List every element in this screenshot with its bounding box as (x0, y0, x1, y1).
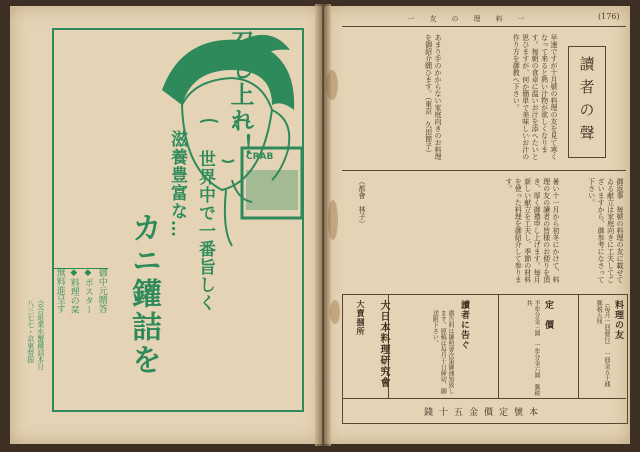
ad-product-name: カニ鑵詰を (126, 212, 161, 377)
paper-stain (328, 200, 338, 240)
box-heading: 定 價 (543, 300, 553, 330)
ad-side-item: ◆料理の栞 (68, 268, 79, 314)
header-rule (342, 26, 626, 27)
box-heading: 讀者に告ぐ (459, 300, 469, 350)
letter-text: 暑い十一月から初冬にかけて、料理の友の讀者の皆様のお便りを頂き、厚く御禮申し上げます。毎月新しい献立を工夫し、季節の材料を使った料理を御紹介して参ります。 (504, 178, 560, 283)
ad-side-item: ◆ポスター (82, 268, 93, 314)
box-divider (498, 294, 499, 398)
distributor-heading: 大賣捌所 (356, 300, 366, 336)
letter-text: あまり手のかからない家庭向きのお料理を御紹介願ひます。（東京 久田節子） (424, 34, 442, 160)
ad-tagline-secondary: 滋養豊富な… (167, 130, 187, 238)
section-rule (342, 170, 626, 171)
ad-footer-line: 会合組業水蟹鑵詰本日 (36, 300, 45, 370)
box-text: （毎月一回發行） 一冊金五十銭 郵税五厘 (595, 300, 610, 393)
price-strip: 錢十五金價定號本 (342, 398, 626, 423)
paper-stain (326, 70, 338, 100)
ad-headline: 召し上れ！ (226, 30, 255, 160)
letter-signature: （都會 林子） (358, 178, 366, 227)
ad-tagline: 世界中で一番旨しく (195, 150, 215, 312)
letter-text: 早速ですが十月號の料理の友を見て寒くなって来ると熱い汁物が欲しくなります。毎朝の食卓に温いお汁を添へたいと思ひますが、何か簡単で美味しいお汁の作り方を御教へ下さい。 (512, 34, 558, 160)
paper-stain (330, 300, 340, 324)
ad-side-item: 無料進呈す (54, 268, 65, 313)
box-text: 廣告料は御照會次第御通知致します。原稿は毎月十日締切、御送附下さい。 (431, 310, 454, 394)
running-head: 一 友 の 理 料 一 (407, 15, 529, 23)
box-text: 半年分金三圓 一年分金六圓 郵税共 (525, 300, 540, 396)
publisher-name: 大日本料理研究會 (378, 300, 389, 388)
letter-text: 御返事 毎號の料理の友に載せてゐる献立は家庭向きに工夫してございますから、御参考になさって下さい。 (587, 178, 624, 283)
box-divider (578, 294, 579, 398)
ad-side-item: 御中元贈答 (96, 268, 107, 313)
page-number: (176) (598, 12, 620, 21)
box-heading: 料理の友 (613, 300, 623, 340)
section-title: 讀者の聲 (568, 46, 606, 158)
can-label: CRAB (246, 152, 274, 162)
ad-footer-line: 八三七七・京東替振 (26, 300, 35, 363)
